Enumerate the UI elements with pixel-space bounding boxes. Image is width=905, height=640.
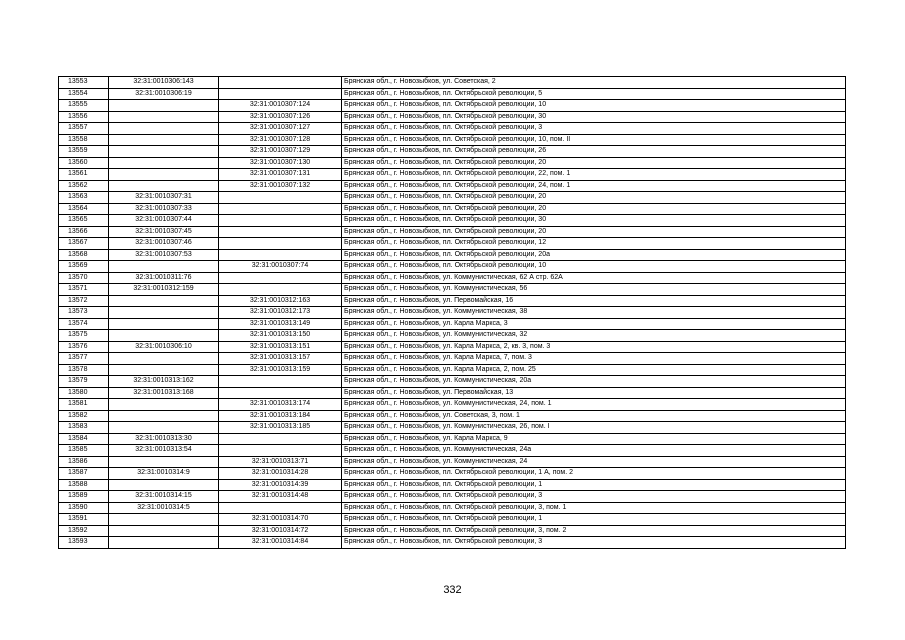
table-row bbox=[59, 272, 846, 284]
address-cell: Брянская обл., г. Новозыбков, пл. Октябрьской революции, 12 bbox=[342, 238, 846, 250]
cadastral-number-b-cell bbox=[219, 387, 342, 399]
cadastral-number-a-cell bbox=[109, 410, 219, 422]
cadastral-number-b-cell bbox=[219, 445, 342, 457]
cadastral-number-a-cell bbox=[109, 111, 219, 123]
cadastral-number-b-cell: 32:31:0010313:174 bbox=[219, 399, 342, 411]
cadastral-number-b-cell bbox=[219, 203, 342, 215]
row-number-cell: 13571 bbox=[59, 284, 109, 296]
table-row bbox=[59, 284, 846, 296]
table-row bbox=[59, 134, 846, 146]
cadastral-number-a-cell bbox=[109, 169, 219, 181]
address-cell: Брянская обл., г. Новозыбков, пл. Октябрьской революции, 3 bbox=[342, 491, 846, 503]
cadastral-number-b-cell bbox=[219, 215, 342, 227]
address-cell: Брянская обл., г. Новозыбков, ул. Коммунистическая, 26, пом. I bbox=[342, 422, 846, 434]
row-number-cell: 13586 bbox=[59, 456, 109, 468]
table-row bbox=[59, 376, 846, 388]
cadastral-number-a-cell bbox=[109, 180, 219, 192]
cadastral-number-a-cell: 32:31:0010312:159 bbox=[109, 284, 219, 296]
row-number-cell: 13573 bbox=[59, 307, 109, 319]
cadastral-number-a-cell: 32:31:0010307:31 bbox=[109, 192, 219, 204]
cadastral-number-b-cell bbox=[219, 284, 342, 296]
table-row bbox=[59, 180, 846, 192]
cadastral-number-a-cell: 32:31:0010306:10 bbox=[109, 341, 219, 353]
row-number-cell: 13558 bbox=[59, 134, 109, 146]
row-number-cell: 13555 bbox=[59, 100, 109, 112]
cadastral-number-a-cell bbox=[109, 330, 219, 342]
cadastral-number-b-cell bbox=[219, 376, 342, 388]
cadastral-number-a-cell: 32:31:0010307:53 bbox=[109, 249, 219, 261]
address-cell: Брянская обл., г. Новозыбков, ул. Советская, 3, пом. 1 bbox=[342, 410, 846, 422]
address-cell: Брянская обл., г. Новозыбков, пл. Октябрьской революции, 10 bbox=[342, 261, 846, 273]
address-cell: Брянская обл., г. Новозыбков, ул. Карла Маркса, 2, пом. 25 bbox=[342, 364, 846, 376]
table-row bbox=[59, 261, 846, 273]
address-cell: Брянская обл., г. Новозыбков, пл. Октябрьской революции, 3, пом. 2 bbox=[342, 525, 846, 537]
row-number-cell: 13578 bbox=[59, 364, 109, 376]
address-cell: Брянская обл., г. Новозыбков, пл. Октябрьской революции, 24, пом. 1 bbox=[342, 180, 846, 192]
cadastral-number-a-cell: 32:31:0010313:30 bbox=[109, 433, 219, 445]
table-row bbox=[59, 479, 846, 491]
row-number-cell: 13562 bbox=[59, 180, 109, 192]
table-row bbox=[59, 502, 846, 514]
address-cell: Брянская обл., г. Новозыбков, пл. Октябрьской революции, 1 bbox=[342, 514, 846, 526]
cadastral-number-b-cell: 32:31:0010312:163 bbox=[219, 295, 342, 307]
table-row bbox=[59, 341, 846, 353]
cadastral-number-b-cell: 32:31:0010313:71 bbox=[219, 456, 342, 468]
cadastral-number-a-cell: 32:31:0010307:33 bbox=[109, 203, 219, 215]
row-number-cell: 13560 bbox=[59, 157, 109, 169]
cadastral-number-a-cell bbox=[109, 134, 219, 146]
table-row bbox=[59, 410, 846, 422]
address-cell: Брянская обл., г. Новозыбков, пл. Октябрьской революции, 22, пом. 1 bbox=[342, 169, 846, 181]
row-number-cell: 13589 bbox=[59, 491, 109, 503]
row-number-cell: 13581 bbox=[59, 399, 109, 411]
row-number-cell: 13570 bbox=[59, 272, 109, 284]
table-row bbox=[59, 192, 846, 204]
cadastral-number-b-cell: 32:31:0010307:124 bbox=[219, 100, 342, 112]
table-row bbox=[59, 514, 846, 526]
address-cell: Брянская обл., г. Новозыбков, пл. Октябрьской революции, 1 А, пом. 2 bbox=[342, 468, 846, 480]
row-number-cell: 13553 bbox=[59, 77, 109, 89]
address-cell: Брянская обл., г. Новозыбков, ул. Коммунистическая, 20а bbox=[342, 376, 846, 388]
row-number-cell: 13566 bbox=[59, 226, 109, 238]
address-cell: Брянская обл., г. Новозыбков, пл. Октябрьской революции, 10 bbox=[342, 100, 846, 112]
address-cell: Брянская обл., г. Новозыбков, ул. Коммунистическая, 38 bbox=[342, 307, 846, 319]
address-cell: Брянская обл., г. Новозыбков, пл. Октябрьской революции, 30 bbox=[342, 111, 846, 123]
cadastral-number-b-cell: 32:31:0010313:150 bbox=[219, 330, 342, 342]
address-cell: Брянская обл., г. Новозыбков, пл. Октябрьской революции, 20 bbox=[342, 157, 846, 169]
cadastral-number-b-cell bbox=[219, 88, 342, 100]
table-row bbox=[59, 433, 846, 445]
table-row bbox=[59, 468, 846, 480]
cadastral-number-a-cell bbox=[109, 318, 219, 330]
cadastral-number-a-cell bbox=[109, 146, 219, 158]
cadastral-number-a-cell: 32:31:0010311:76 bbox=[109, 272, 219, 284]
table-row bbox=[59, 318, 846, 330]
table-row bbox=[59, 77, 846, 89]
cadastral-number-b-cell: 32:31:0010313:184 bbox=[219, 410, 342, 422]
table-row bbox=[59, 123, 846, 135]
table-row bbox=[59, 445, 846, 457]
cadastral-number-a-cell bbox=[109, 295, 219, 307]
page-number: 332 bbox=[443, 584, 462, 596]
table-row bbox=[59, 387, 846, 399]
table-row bbox=[59, 238, 846, 250]
cadastral-number-b-cell: 32:31:0010314:70 bbox=[219, 514, 342, 526]
cadastral-number-a-cell: 32:31:0010313:162 bbox=[109, 376, 219, 388]
row-number-cell: 13584 bbox=[59, 433, 109, 445]
address-cell: Брянская обл., г. Новозыбков, ул. Коммунистическая, 32 bbox=[342, 330, 846, 342]
table-row bbox=[59, 537, 846, 549]
cadastral-number-a-cell: 32:31:0010313:168 bbox=[109, 387, 219, 399]
row-number-cell: 13579 bbox=[59, 376, 109, 388]
row-number-cell: 13592 bbox=[59, 525, 109, 537]
cadastral-number-a-cell bbox=[109, 399, 219, 411]
cadastral-number-a-cell: 32:31:0010307:44 bbox=[109, 215, 219, 227]
cadastral-number-a-cell: 32:31:0010306:19 bbox=[109, 88, 219, 100]
cadastral-number-b-cell: 32:31:0010314:39 bbox=[219, 479, 342, 491]
address-cell: Брянская обл., г. Новозыбков, ул. Коммунистическая, 56 bbox=[342, 284, 846, 296]
cadastral-number-a-cell: 32:31:0010307:46 bbox=[109, 238, 219, 250]
row-number-cell: 13556 bbox=[59, 111, 109, 123]
cadastral-number-b-cell: 32:31:0010307:74 bbox=[219, 261, 342, 273]
row-number-cell: 13574 bbox=[59, 318, 109, 330]
cadastral-number-a-cell: 32:31:0010313:54 bbox=[109, 445, 219, 457]
cadastral-number-a-cell bbox=[109, 157, 219, 169]
row-number-cell: 13576 bbox=[59, 341, 109, 353]
cadastral-number-b-cell: 32:31:0010307:130 bbox=[219, 157, 342, 169]
address-cell: Брянская обл., г. Новозыбков, ул. Коммунистическая, 24 bbox=[342, 456, 846, 468]
cadastral-number-b-cell: 32:31:0010312:173 bbox=[219, 307, 342, 319]
row-number-cell: 13559 bbox=[59, 146, 109, 158]
address-cell: Брянская обл., г. Новозыбков, пл. Октябрьской революции, 26 bbox=[342, 146, 846, 158]
cadastral-number-b-cell: 32:31:0010313:151 bbox=[219, 341, 342, 353]
cadastral-number-b-cell: 32:31:0010313:185 bbox=[219, 422, 342, 434]
table-row bbox=[59, 491, 846, 503]
cadastral-number-a-cell: 32:31:0010314:9 bbox=[109, 468, 219, 480]
address-cell: Брянская обл., г. Новозыбков, ул. Карла Маркса, 9 bbox=[342, 433, 846, 445]
cadastral-number-a-cell: 32:31:0010307:45 bbox=[109, 226, 219, 238]
row-number-cell: 13585 bbox=[59, 445, 109, 457]
cadastral-number-a-cell bbox=[109, 123, 219, 135]
cadastral-number-b-cell bbox=[219, 249, 342, 261]
cadastral-number-a-cell: 32:31:0010314:15 bbox=[109, 491, 219, 503]
address-cell: Брянская обл., г. Новозыбков, ул. Карла Маркса, 2, кв. 3, пом. 3 bbox=[342, 341, 846, 353]
address-cell: Брянская обл., г. Новозыбков, ул. Советская, 2 bbox=[342, 77, 846, 89]
row-number-cell: 13593 bbox=[59, 537, 109, 549]
address-cell: Брянская обл., г. Новозыбков, пл. Октябрьской революции, 20а bbox=[342, 249, 846, 261]
row-number-cell: 13580 bbox=[59, 387, 109, 399]
address-cell: Брянская обл., г. Новозыбков, пл. Октябрьской революции, 20 bbox=[342, 203, 846, 215]
table-row bbox=[59, 157, 846, 169]
address-cell: Брянская обл., г. Новозыбков, пл. Октябрьской революции, 10, пом. II bbox=[342, 134, 846, 146]
cadastral-number-b-cell: 32:31:0010307:128 bbox=[219, 134, 342, 146]
cadastral-number-b-cell: 32:31:0010307:127 bbox=[219, 123, 342, 135]
row-number-cell: 13568 bbox=[59, 249, 109, 261]
address-cell: Брянская обл., г. Новозыбков, пл. Октябрьской революции, 3 bbox=[342, 537, 846, 549]
row-number-cell: 13582 bbox=[59, 410, 109, 422]
table-row bbox=[59, 111, 846, 123]
address-cell: Брянская обл., г. Новозыбков, ул. Коммунистическая, 24а bbox=[342, 445, 846, 457]
row-number-cell: 13588 bbox=[59, 479, 109, 491]
table-row bbox=[59, 88, 846, 100]
cadastral-number-b-cell: 32:31:0010307:131 bbox=[219, 169, 342, 181]
row-number-cell: 13565 bbox=[59, 215, 109, 227]
row-number-cell: 13563 bbox=[59, 192, 109, 204]
cadastral-number-b-cell bbox=[219, 226, 342, 238]
table-body bbox=[59, 77, 846, 549]
table-row bbox=[59, 100, 846, 112]
table-row bbox=[59, 169, 846, 181]
address-cell: Брянская обл., г. Новозыбков, пл. Октябрьской революции, 1 bbox=[342, 479, 846, 491]
cadastral-number-b-cell: 32:31:0010314:72 bbox=[219, 525, 342, 537]
table-row bbox=[59, 307, 846, 319]
cadastral-number-a-cell bbox=[109, 537, 219, 549]
table-row bbox=[59, 399, 846, 411]
table-row bbox=[59, 226, 846, 238]
table-row bbox=[59, 525, 846, 537]
row-number-cell: 13587 bbox=[59, 468, 109, 480]
cadastral-number-a-cell bbox=[109, 100, 219, 112]
cadastral-number-b-cell: 32:31:0010314:48 bbox=[219, 491, 342, 503]
address-cell: Брянская обл., г. Новозыбков, ул. Коммунистическая, 24, пом. 1 bbox=[342, 399, 846, 411]
address-cell: Брянская обл., г. Новозыбков, ул. Первомайская, 13 bbox=[342, 387, 846, 399]
row-number-cell: 13575 bbox=[59, 330, 109, 342]
cadastral-number-b-cell bbox=[219, 238, 342, 250]
table-row bbox=[59, 215, 846, 227]
cadastral-table bbox=[58, 76, 846, 549]
table-row bbox=[59, 422, 846, 434]
cadastral-number-a-cell bbox=[109, 261, 219, 273]
cadastral-number-a-cell bbox=[109, 479, 219, 491]
address-cell: Брянская обл., г. Новозыбков, ул. Карла Маркса, 3 bbox=[342, 318, 846, 330]
cadastral-number-a-cell bbox=[109, 307, 219, 319]
table-row bbox=[59, 456, 846, 468]
row-number-cell: 13569 bbox=[59, 261, 109, 273]
row-number-cell: 13561 bbox=[59, 169, 109, 181]
row-number-cell: 13564 bbox=[59, 203, 109, 215]
address-cell: Брянская обл., г. Новозыбков, ул. Первомайская, 16 bbox=[342, 295, 846, 307]
address-cell: Брянская обл., г. Новозыбков, ул. Карла Маркса, 7, пом. 3 bbox=[342, 353, 846, 365]
cadastral-number-b-cell bbox=[219, 502, 342, 514]
cadastral-number-b-cell bbox=[219, 433, 342, 445]
row-number-cell: 13577 bbox=[59, 353, 109, 365]
table-row bbox=[59, 249, 846, 261]
cadastral-number-a-cell bbox=[109, 422, 219, 434]
row-number-cell: 13567 bbox=[59, 238, 109, 250]
address-cell: Брянская обл., г. Новозыбков, пл. Октябрьской революции, 5 bbox=[342, 88, 846, 100]
cadastral-number-b-cell bbox=[219, 77, 342, 89]
address-cell: Брянская обл., г. Новозыбков, пл. Октябрьской революции, 3, пом. 1 bbox=[342, 502, 846, 514]
cadastral-number-b-cell: 32:31:0010314:28 bbox=[219, 468, 342, 480]
row-number-cell: 13583 bbox=[59, 422, 109, 434]
row-number-cell: 13590 bbox=[59, 502, 109, 514]
cadastral-number-b-cell: 32:31:0010313:159 bbox=[219, 364, 342, 376]
cadastral-number-a-cell bbox=[109, 353, 219, 365]
address-cell: Брянская обл., г. Новозыбков, пл. Октябрьской революции, 3 bbox=[342, 123, 846, 135]
cadastral-number-a-cell: 32:31:0010314:5 bbox=[109, 502, 219, 514]
address-cell: Брянская обл., г. Новозыбков, пл. Октябрьской революции, 30 bbox=[342, 215, 846, 227]
table-row bbox=[59, 295, 846, 307]
cadastral-number-b-cell: 32:31:0010314:84 bbox=[219, 537, 342, 549]
address-cell: Брянская обл., г. Новозыбков, пл. Октябрьской революции, 20 bbox=[342, 226, 846, 238]
table-row bbox=[59, 146, 846, 158]
address-cell: Брянская обл., г. Новозыбков, ул. Коммунистическая, 62 А стр. 62А bbox=[342, 272, 846, 284]
row-number-cell: 13554 bbox=[59, 88, 109, 100]
address-cell: Брянская обл., г. Новозыбков, пл. Октябрьской революции, 20 bbox=[342, 192, 846, 204]
cadastral-number-b-cell: 32:31:0010307:132 bbox=[219, 180, 342, 192]
cadastral-number-b-cell: 32:31:0010313:149 bbox=[219, 318, 342, 330]
table-row bbox=[59, 364, 846, 376]
table-row bbox=[59, 353, 846, 365]
table-row bbox=[59, 203, 846, 215]
cadastral-number-b-cell bbox=[219, 272, 342, 284]
row-number-cell: 13572 bbox=[59, 295, 109, 307]
row-number-cell: 13557 bbox=[59, 123, 109, 135]
cadastral-number-a-cell: 32:31:0010306:143 bbox=[109, 77, 219, 89]
table-row bbox=[59, 330, 846, 342]
cadastral-number-a-cell bbox=[109, 525, 219, 537]
cadastral-number-a-cell bbox=[109, 364, 219, 376]
cadastral-number-a-cell bbox=[109, 514, 219, 526]
row-number-cell: 13591 bbox=[59, 514, 109, 526]
cadastral-number-b-cell: 32:31:0010313:157 bbox=[219, 353, 342, 365]
cadastral-number-b-cell: 32:31:0010307:126 bbox=[219, 111, 342, 123]
cadastral-number-a-cell bbox=[109, 456, 219, 468]
cadastral-number-b-cell: 32:31:0010307:129 bbox=[219, 146, 342, 158]
cadastral-number-b-cell bbox=[219, 192, 342, 204]
